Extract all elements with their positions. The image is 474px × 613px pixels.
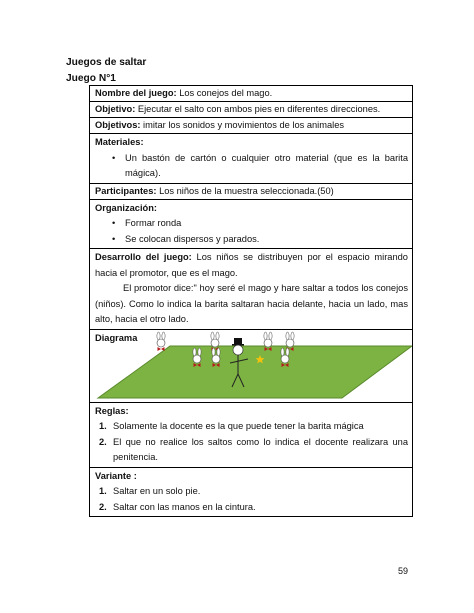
- variant-list: [95, 484, 408, 515]
- row-participants: [90, 183, 413, 199]
- objectives-label: Objetivos:: [95, 120, 141, 130]
- row-variant: [90, 467, 413, 517]
- row-development: [90, 249, 413, 330]
- row-rules: [90, 402, 413, 467]
- objective-value: Ejecutar el salto con ambos pies en diferentes direcciones.: [135, 104, 381, 114]
- row-objectives: [90, 118, 413, 134]
- name-value: Los conejos del mago.: [176, 88, 273, 98]
- item-text: Solamente la docente es la que puede tener la barita mágica: [113, 421, 364, 431]
- rules-label: Reglas:: [95, 405, 129, 416]
- participants-value: Los niños de la muestra seleccionada.(50): [156, 185, 334, 196]
- organization-label: Organización:: [95, 202, 157, 213]
- variant-label: Variante :: [95, 470, 137, 481]
- item-number: 1.: [99, 486, 107, 496]
- materials-label: Materiales:: [95, 137, 144, 147]
- development-text-1: Los niños se distribuyen por el espacio mirando hacia el promotor, que es el mago.: [95, 252, 408, 278]
- development-label: Desarrollo del juego:: [95, 252, 192, 262]
- item-number: 2.: [99, 501, 107, 512]
- objective-label: Objetivo:: [95, 104, 136, 114]
- row-name: [90, 86, 413, 102]
- diagram-illustration: [90, 330, 412, 402]
- list-item: [99, 419, 408, 435]
- materials-list: [95, 151, 408, 182]
- item-number: 1.: [99, 421, 107, 431]
- item-number: 2.: [99, 436, 107, 447]
- list-item: • Formar ronda: [125, 216, 408, 232]
- row-diagram: [90, 329, 413, 402]
- item-text: Saltar con las manos en la cintura.: [113, 501, 256, 512]
- list-item: • Un bastón de cartón o cualquier otro material (que es la barita mágica).: [125, 151, 408, 182]
- organization-list: [95, 216, 408, 247]
- list-item: [99, 435, 408, 466]
- game-number: Juego N°1: [66, 73, 116, 84]
- rules-list: [95, 419, 408, 466]
- participants-label: Participantes:: [95, 185, 157, 196]
- list-item: [99, 484, 408, 500]
- list-item: • Se colocan dispersos y parados.: [125, 232, 408, 248]
- page-number: 59: [398, 566, 409, 576]
- list-item: [99, 500, 408, 516]
- field: [98, 346, 412, 398]
- row-organization: [90, 199, 413, 249]
- rabbit-figure: [157, 332, 165, 351]
- development-text-2: El promotor dice:" hoy seré el mago y hare saltar a todos los conejos (niños). Como lo indica la barita saltaran hacia delante, hacia un lado, mas alto, hacia el otro lado.: [95, 283, 408, 324]
- row-objective: [90, 102, 413, 118]
- objectives-value: imitar los sonidos y movimientos de los animales: [140, 120, 345, 130]
- game-table: [89, 85, 413, 517]
- row-materials: [90, 134, 413, 184]
- diagram-label: Diagrama: [95, 332, 138, 343]
- name-label: Nombre del juego:: [95, 88, 177, 98]
- item-text: El que no realice los saltos como lo indica el docente realizara una penitencia.: [113, 436, 408, 462]
- section-heading: Juegos de saltar: [66, 57, 147, 68]
- item-text: Saltar en un solo pie.: [113, 486, 201, 496]
